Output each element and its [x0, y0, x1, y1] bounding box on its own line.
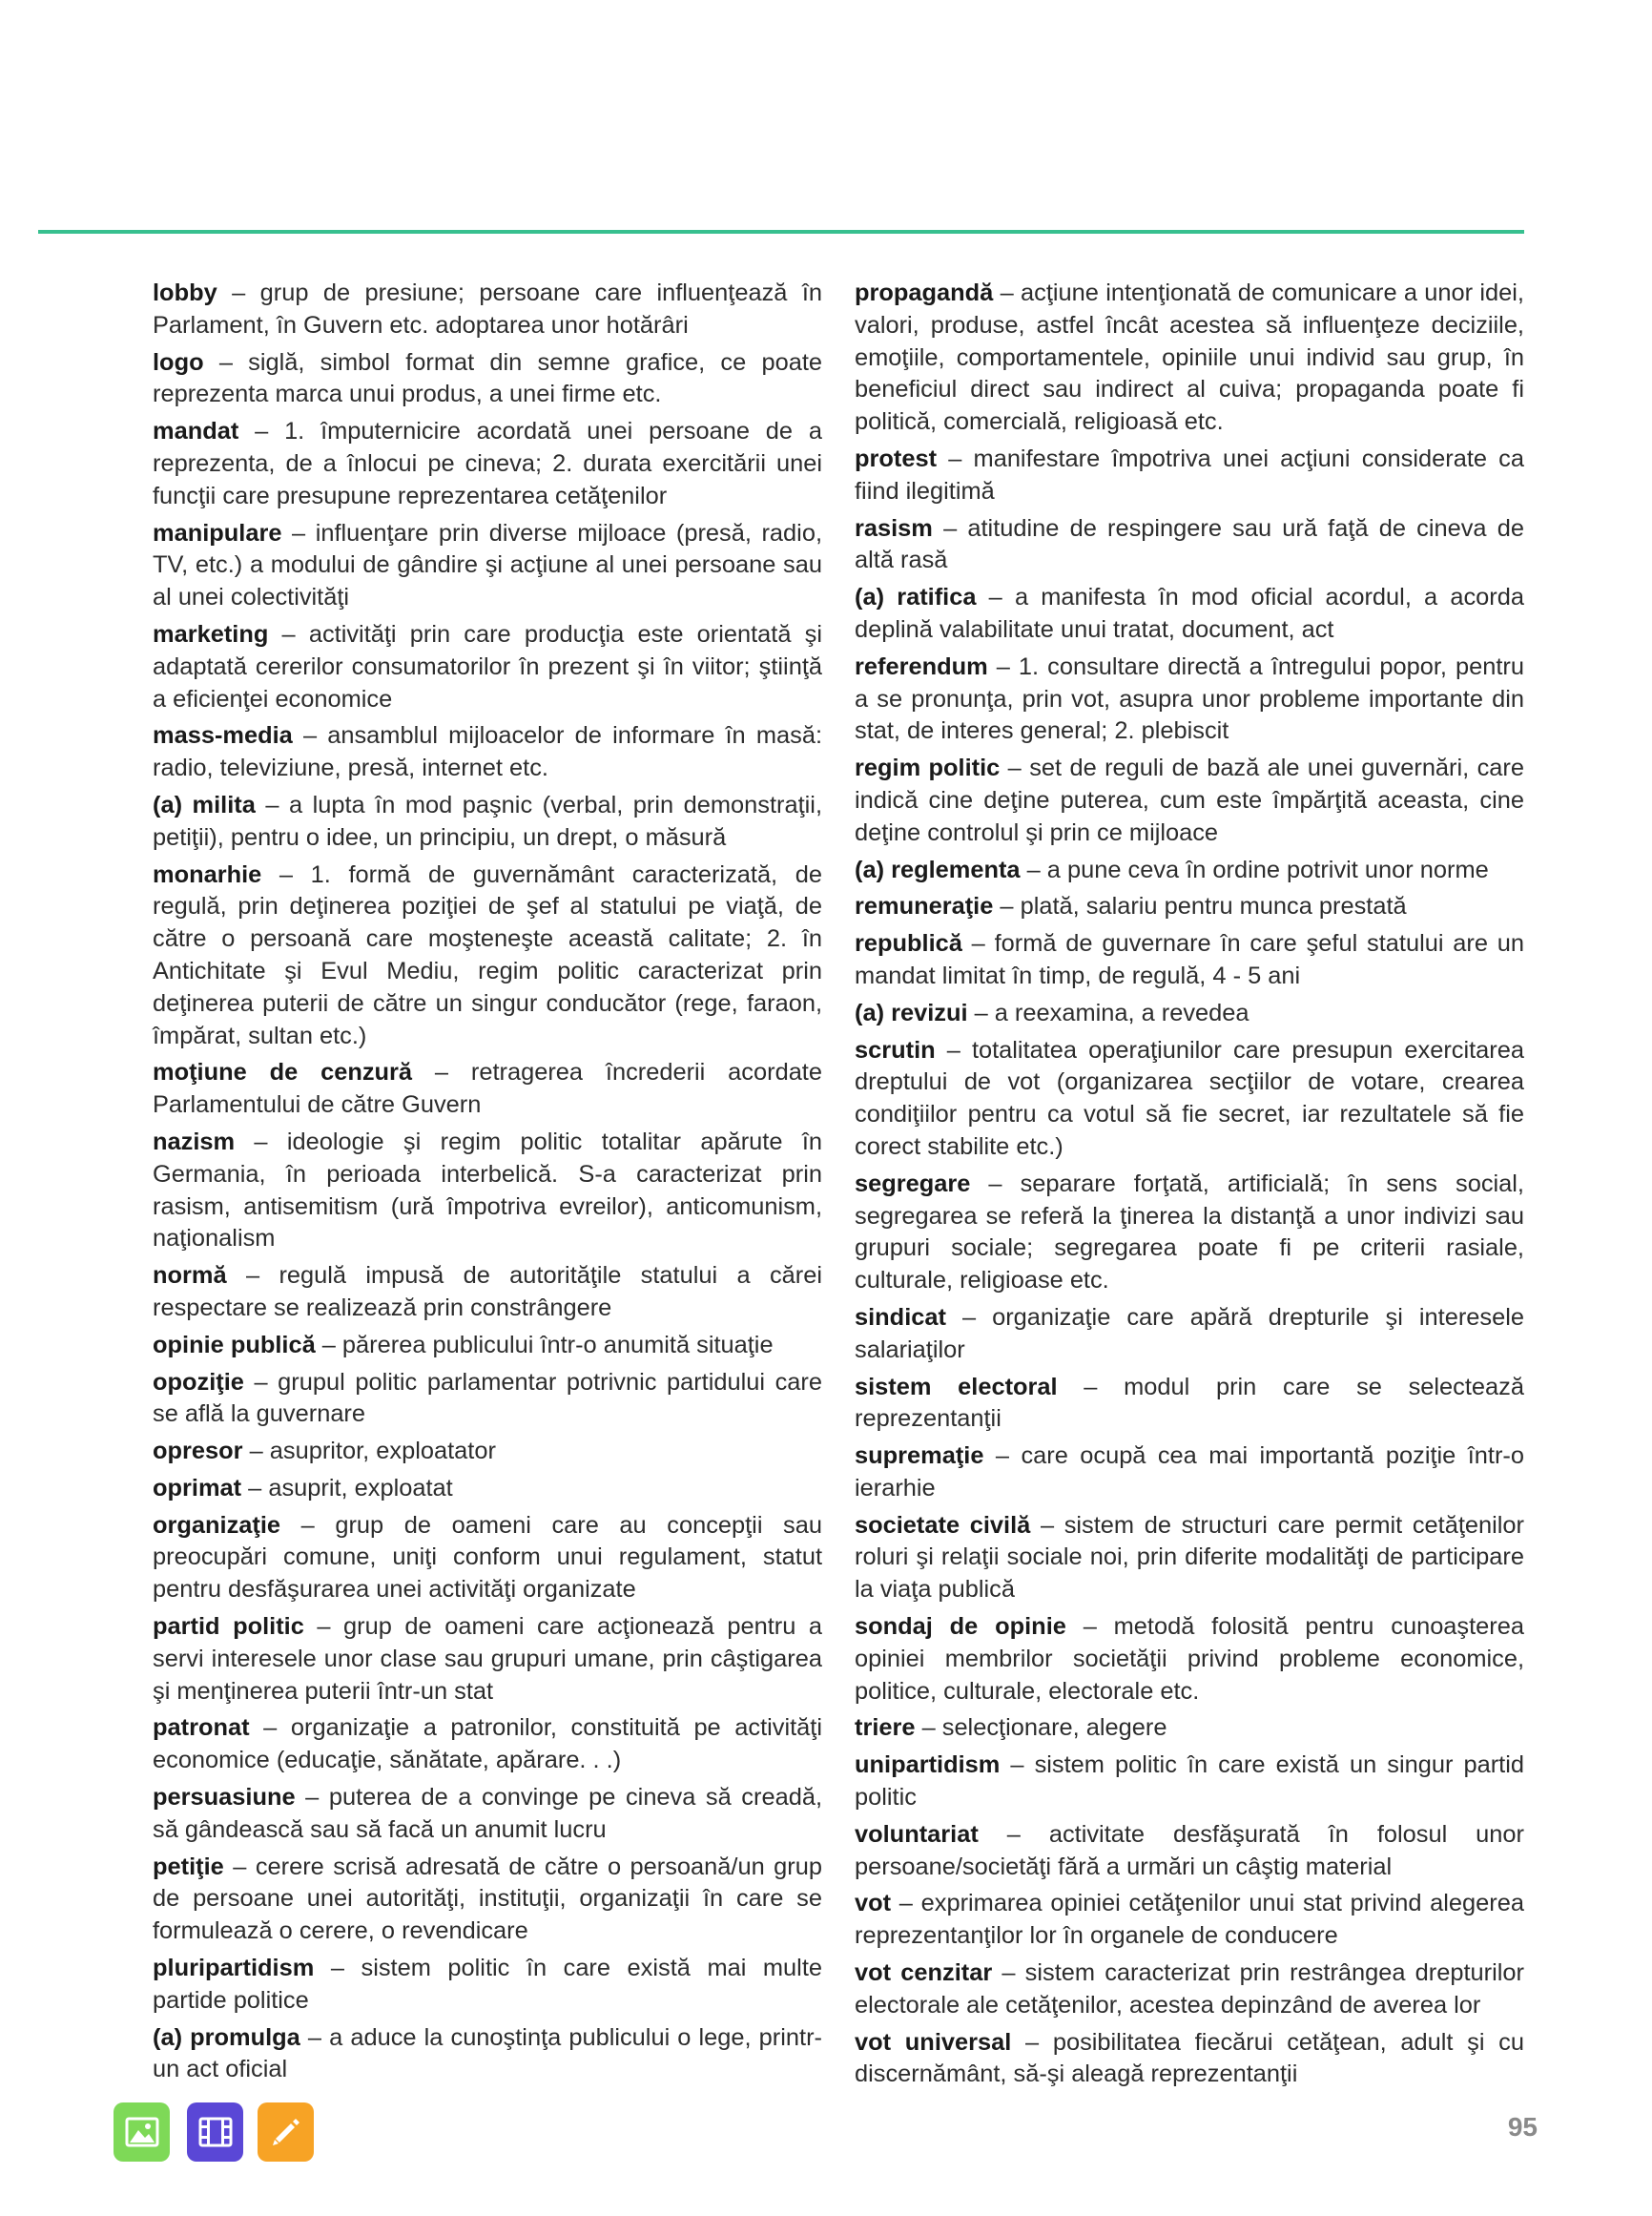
- glossary-entry: [855, 444, 1524, 508]
- glossary-entry: [153, 1782, 822, 1847]
- glossary-term: (a) ratifica: [855, 584, 977, 611]
- glossary-term: remuneraţie: [855, 893, 994, 921]
- glossary-definition: – grup de oameni care au concepţii sau preocupări comune, uniţi conform unui regulament, statut pentru desfăşurarea unei activităţi organizate: [153, 1511, 822, 1604]
- glossary-entry: [855, 513, 1524, 578]
- page-number: 95: [1507, 2112, 1538, 2142]
- glossary-definition: – părerea publicului într-o anumită situaţie: [315, 1331, 774, 1358]
- glossary-entry: [855, 1611, 1524, 1708]
- glossary-term: (a) promulga: [153, 2023, 300, 2051]
- glossary-term: patronat: [153, 1714, 250, 1742]
- glossary-definition: – a aduce la cunoştinţa publicului o lege, printr-un act oficial: [153, 2023, 822, 2083]
- glossary-definition: – 1. consultare directă a întregului popor, pentru a se pronunţa, prin vot, asupra unor probleme importante din stat, de interes general; 2. plebiscit: [855, 652, 1524, 745]
- glossary-term: unipartidism: [855, 1751, 1001, 1779]
- glossary-definition: – sistem politic în care există un singur partid politic: [855, 1751, 1524, 1812]
- glossary-term: sistem electoral: [855, 1373, 1058, 1400]
- glossary-definition: – siglă, simbol format din semne grafice, ce poate reprezenta marca unui produs, a unei firme etc.: [153, 348, 822, 408]
- glossary-definition: – care ocupă cea mai importantă poziţie într-o ierarhie: [855, 1442, 1524, 1501]
- glossary-definition: – asupritor, exploatator: [242, 1438, 496, 1465]
- glossary-column-right: [855, 278, 1524, 2096]
- glossary-entry: [153, 1127, 822, 1255]
- glossary-entry: [153, 1436, 822, 1468]
- glossary-entry: [153, 619, 822, 715]
- video-icon: [198, 2117, 233, 2147]
- video-button[interactable]: [187, 2102, 243, 2162]
- glossary-definition: – asuprit, exploatat: [241, 1474, 453, 1501]
- glossary-entry: [153, 1260, 822, 1325]
- glossary-entry: [153, 1057, 822, 1122]
- glossary-entry: [153, 1712, 822, 1777]
- glossary-term: nazism: [153, 1128, 236, 1155]
- glossary-term: organizaţie: [153, 1511, 281, 1539]
- glossary-entry: [855, 1750, 1524, 1814]
- glossary-definition: – organizaţie care apără drepturile şi interesele salariaţilor: [855, 1303, 1524, 1363]
- glossary-definition: – 1. formă de guvernământ caracterizată, de regulă, prin deţinerea poziţiei de şef al statului pe viaţă, de către o persoană care moşteneşte această calitate; 2. în Antichitate şi Evul Mediu, regim politic caracterizat prin deţinerea puterii de către un singur conducător (rege, faraon, împărat, sultan etc.): [153, 860, 822, 1049]
- glossary-entry: [855, 1510, 1524, 1606]
- glossary-entry: [855, 753, 1524, 849]
- glossary-definition: – metodă folosită pentru cunoaşterea opiniei membrilor societăţii privind probleme economice, politice, culturale, electorale etc.: [855, 1613, 1524, 1705]
- glossary-term: (a) revizui: [855, 999, 968, 1026]
- glossary-definition: – grup de oameni care acţionează pentru a servi interesele unor clase sau grupuri umane, prin câştigarea şi menţinerea puterii într-un stat: [153, 1613, 822, 1705]
- glossary-definition: – a manifesta în mod oficial acordul, a acorda deplină valabilitate unui tratat, document, act: [855, 584, 1524, 643]
- glossary-entry: [153, 1510, 822, 1606]
- glossary-term: rasism: [855, 514, 933, 542]
- glossary-definition: – selecţionare, alegere: [915, 1714, 1167, 1742]
- glossary-entry: [153, 2022, 822, 2087]
- glossary-term: opresor: [153, 1438, 243, 1465]
- glossary-entry: [855, 652, 1524, 748]
- glossary-entry: [153, 1611, 822, 1708]
- glossary-term: mass-media: [153, 722, 293, 750]
- glossary-entry: [855, 1888, 1524, 1953]
- glossary-entry: [153, 1367, 822, 1432]
- glossary-entry: [855, 1819, 1524, 1884]
- glossary-definition: – ideologie şi regim politic totalitar apărute în Germania, în perioada interbelică. S-a caracterizat prin rasism, antisemitism (ură împotriva evreilor), anticomunism, naţionalism: [153, 1128, 822, 1253]
- glossary-term: triere: [855, 1714, 916, 1742]
- glossary-definition: – plată, salariu pentru munca prestată: [993, 893, 1407, 921]
- glossary-entry: [153, 347, 822, 412]
- glossary-term: republică: [855, 930, 962, 958]
- glossary-definition: – sistem caracterizat prin restrângea drepturilor electorale ale cetăţenilor, acestea depinzând de averea lor: [855, 1959, 1524, 2019]
- glossary-definition: – set de reguli de bază ale unei guvernări, care indică cine deţine puterea, cum este împărţită aceasta, cine deţine controlul şi prin ce mijloace: [855, 755, 1524, 846]
- edit-button[interactable]: [258, 2102, 314, 2162]
- glossary-term: regim politic: [855, 755, 1001, 782]
- glossary-term: manipulare: [153, 519, 282, 547]
- glossary-entry: [855, 855, 1524, 887]
- glossary-term: oprimat: [153, 1474, 242, 1501]
- glossary-term: opinie publică: [153, 1331, 316, 1358]
- glossary-term: societate civilă: [855, 1511, 1031, 1539]
- glossary-definition: – separare forţată, artificială; în sens social, segregarea se referă la ţinerea la distanţă a unor indivizi sau grupuri sociale; segregarea poate fi pe criterii rasiale, culturale, religioase etc.: [855, 1170, 1524, 1294]
- header-rule: [38, 230, 1524, 234]
- glossary-term: sindicat: [855, 1303, 946, 1331]
- glossary-term: lobby: [153, 280, 217, 306]
- glossary-term: moţiune de cenzură: [153, 1059, 413, 1087]
- glossary-entry: [855, 1712, 1524, 1745]
- glossary-term: propagandă: [855, 280, 994, 306]
- glossary-entry: [153, 518, 822, 614]
- glossary-definition: – modul prin care se selectează reprezentanţii: [855, 1373, 1524, 1433]
- glossary-term: referendum: [855, 652, 988, 680]
- glossary-entry: [855, 582, 1524, 647]
- glossary-term: vot cenzitar: [855, 1959, 993, 1987]
- glossary-entry: [855, 1035, 1524, 1164]
- glossary-definition: – atitudine de respingere sau ură faţă de cineva de altă rasă: [855, 514, 1524, 574]
- glossary-definition: – sistem politic în care există mai multe partide politice: [153, 1955, 822, 2014]
- glossary-term: sondaj de opinie: [855, 1613, 1066, 1641]
- glossary-term: vot: [855, 1890, 892, 1917]
- glossary-term: mandat: [153, 418, 239, 445]
- glossary-term: vot universal: [855, 2028, 1012, 2056]
- glossary-definition: – acţiune intenţionată de comunicare a unor idei, valori, produse, astfel încât acestea să influenţeze deciziile, emoţiile, comportamentele, opiniile unui individ sau grup, în beneficiul direct sau indirect al cuiva; propaganda poate fi politică, comercială, religioasă etc.: [855, 280, 1524, 436]
- glossary-entry: [153, 859, 822, 1053]
- glossary-definition: – sistem de structuri care permit cetăţenilor roluri şi relaţii sociale noi, prin diferite modalităţi de participare la viaţa publică: [855, 1511, 1524, 1604]
- glossary-definition: – activităţi prin care producţia este orientată şi adaptată cererilor consumatorilor în prezent şi în viitor; ştiinţă a eficienţei economice: [153, 620, 822, 713]
- glossary-definition: – retragerea încrederii acordate Parlamentului de către Guvern: [153, 1059, 822, 1119]
- pencil-icon: [270, 2116, 302, 2148]
- glossary-entry: [153, 278, 822, 342]
- glossary-term: (a) reglementa: [855, 856, 1021, 883]
- glossary-definition: – a lupta în mod paşnic (verbal, prin demonstraţii, petiţii), pentru o idee, un principiu, un drept, o măsură: [153, 791, 823, 851]
- glossary-definition: – ansamblul mijloacelor de informare în masă: radio, televiziune, presă, internet etc.: [153, 722, 822, 782]
- glossary-definition: – activitate desfăşurată în folosul unor persoane/societăţi fără a urmări un câştig material: [855, 1820, 1524, 1880]
- glossary-term: segregare: [855, 1170, 971, 1197]
- image-button[interactable]: [114, 2102, 170, 2162]
- glossary-entry: [855, 1372, 1524, 1437]
- glossary-entry: [153, 1473, 822, 1505]
- glossary-term: normă: [153, 1262, 227, 1290]
- glossary-entry: [153, 790, 822, 855]
- glossary-definition: – a reexamina, a revedea: [967, 999, 1249, 1026]
- glossary-definition: – posibilitatea fiecărui cetăţean, adult şi cu discernământ, să-şi aleagă reprezentanţii: [855, 2028, 1524, 2088]
- glossary-definition: – cerere scrisă adresată de către o persoană/un grup de persoane unei autorităţi, instituţii, organizaţii în care se formulează o cerere, o revendicare: [153, 1853, 822, 1945]
- glossary-entry: [855, 278, 1524, 439]
- glossary-term: persuasiune: [153, 1784, 296, 1812]
- glossary-definition: – grupul politic parlamentar potrivnic partidului care se află la guvernare: [153, 1368, 822, 1428]
- glossary-definition: – totalitatea operaţiunilor care presupun exercitarea dreptului de vot (organizarea secţiilor de votare, crearea condiţiilor pentru ca votul să fie secret, iar rezultatele să fie corect stabilite etc.): [855, 1036, 1524, 1160]
- glossary-entry: [153, 416, 822, 512]
- glossary-entry: [153, 720, 822, 785]
- glossary-term: (a) milita: [153, 791, 256, 818]
- glossary-entry: [153, 1330, 822, 1362]
- glossary-entry: [855, 928, 1524, 993]
- glossary-term: logo: [153, 348, 204, 376]
- glossary-definition: – exprimarea opiniei cetăţenilor unui stat privind alegerea reprezentanţilor lor în organele de conducere: [855, 1890, 1524, 1950]
- glossary-definition: – organizaţie a patronilor, constituită pe activităţi economice (educaţie, sănătate, apărare. . .): [153, 1714, 822, 1774]
- glossary-definition: – 1. împuternicire acordată unei persoane de a reprezenta, de a înlocui pe cineva; 2. durata exercitării unei funcţii care presupune reprezentarea cetăţenilor: [153, 418, 822, 509]
- glossary-definition: – formă de guvernare în care şeful statului are un mandat limitat în timp, de regulă, 4 - 5 ani: [855, 930, 1524, 989]
- glossary-entry: [855, 998, 1524, 1030]
- glossary-term: monarhie: [153, 860, 262, 888]
- glossary-column-left: [153, 278, 822, 2091]
- glossary-entry: [855, 1957, 1524, 2022]
- image-icon: [125, 2117, 159, 2147]
- glossary-entry: [855, 891, 1524, 923]
- glossary-term: supremaţie: [855, 1442, 984, 1470]
- glossary-term: marketing: [153, 620, 269, 648]
- glossary-entry: [855, 1169, 1524, 1297]
- glossary-term: voluntariat: [855, 1820, 979, 1848]
- glossary-definition: – a pune ceva în ordine potrivit unor norme: [1020, 856, 1489, 883]
- glossary-definition: – influenţare prin diverse mijloace (presă, radio, TV, etc.) a modului de gândire şi acţiune al unei persoane sau al unei colectivităţi: [153, 519, 822, 611]
- glossary-entry: [153, 1953, 822, 2018]
- glossary-term: petiţie: [153, 1853, 224, 1880]
- glossary-definition: – regulă impusă de autorităţile statului a cărei respectare se realizează prin constrângere: [153, 1262, 822, 1321]
- glossary-entry: [153, 1852, 822, 1948]
- glossary-term: opoziţie: [153, 1368, 244, 1396]
- glossary-term: scrutin: [855, 1036, 936, 1064]
- glossary-definition: – puterea de a convinge pe cineva să creadă, să gândească sau să facă un anumit lucru: [153, 1784, 822, 1843]
- glossary-entry: [855, 1440, 1524, 1505]
- glossary-definition: – manifestare împotriva unei acţiuni considerate ca fiind ilegitimă: [855, 445, 1524, 505]
- glossary-entry: [855, 2027, 1524, 2092]
- glossary-term: partid politic: [153, 1613, 304, 1641]
- glossary-definition: – grup de presiune; persoane care influenţează în Parlament, în Guvern etc. adoptarea unor hotărâri: [153, 280, 822, 339]
- glossary-term: protest: [855, 445, 938, 472]
- glossary-entry: [855, 1302, 1524, 1367]
- glossary-term: pluripartidism: [153, 1955, 315, 1982]
